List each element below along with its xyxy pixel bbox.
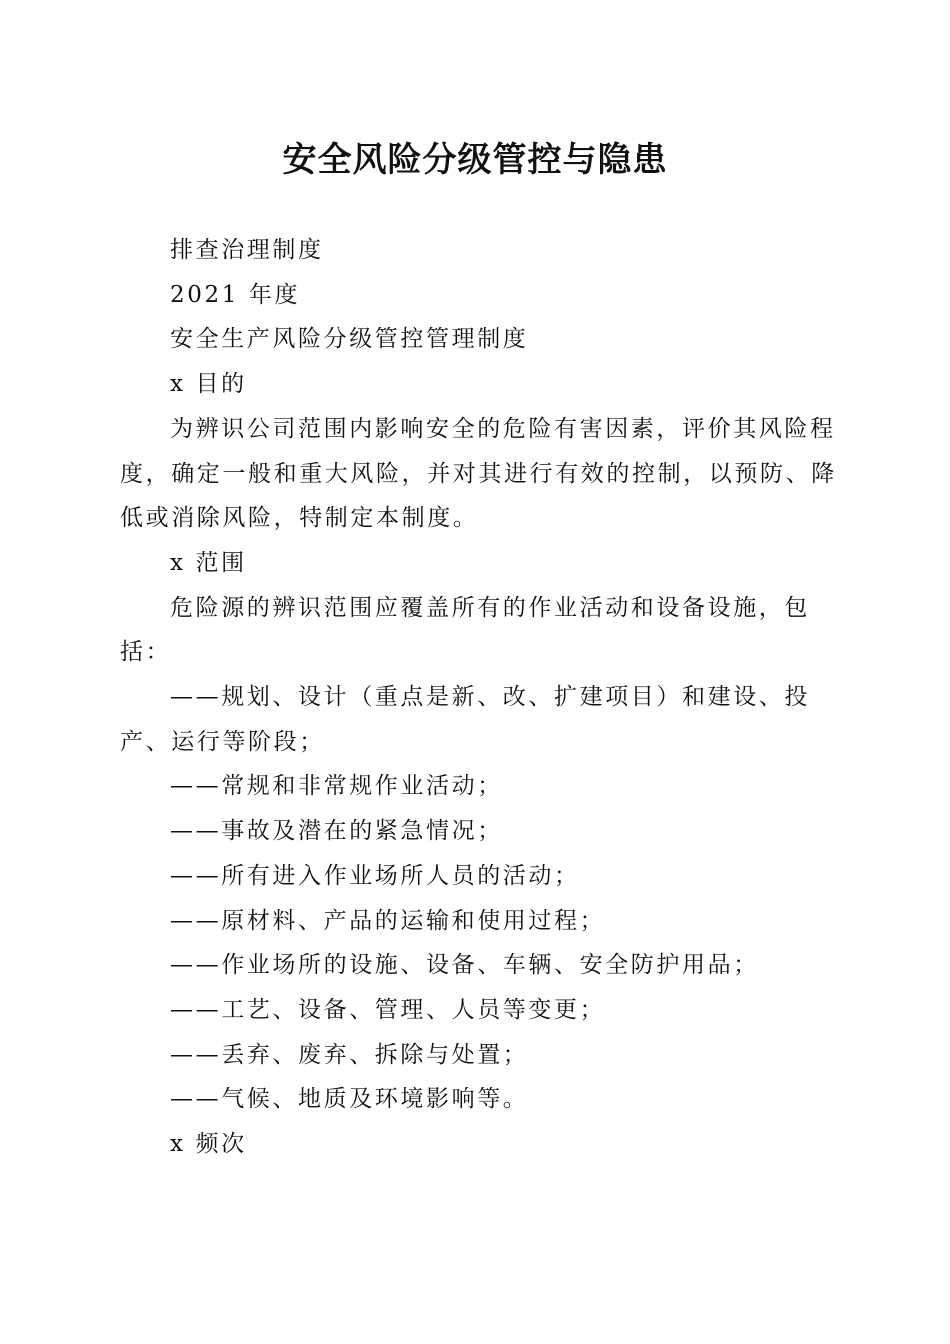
list-item: ——气候、地质及环境影响等。	[170, 1086, 529, 1113]
document-title: 安全风险分级管控与隐患	[282, 140, 668, 180]
paragraph: 为辨识公司范围内影响安全的危险有害因素，评价其风险程度，确定一般和重大风险，并对其进行有效的控制，以预防、降低或消除风险，特制定本制度。	[120, 415, 837, 532]
paragraph: 排查治理制度	[170, 237, 324, 263]
list-item: ——丢弃、废弃、拆除与处置；	[170, 1041, 529, 1068]
section-heading: x 目的	[170, 371, 247, 398]
list-item: ——所有进入作业场所人员的活动；	[170, 862, 580, 889]
list-item: ——工艺、设备、管理、人员等变更；	[170, 996, 606, 1023]
list-item: ——原材料、产品的运输和使用过程；	[170, 907, 606, 934]
list-item: ——事故及潜在的紧急情况；	[170, 818, 503, 845]
document-body	[120, 228, 840, 1167]
paragraph: 2021 年度	[170, 281, 301, 308]
list-item: ——常规和非常规作业活动；	[170, 773, 503, 800]
paragraph: 安全生产风险分级管控管理制度	[170, 326, 529, 353]
paragraph: 危险源的辨识范围应覆盖所有的作业活动和设备设施，包括：	[120, 594, 810, 666]
list-item: ——规划、设计（重点是新、改、扩建项目）和建设、投产、运行等阶段；	[120, 684, 810, 755]
section-heading: x 频次	[170, 1131, 247, 1158]
list-item: ——作业场所的设施、设备、车辆、安全防护用品；	[170, 952, 759, 979]
section-heading: x 范围	[170, 549, 247, 576]
